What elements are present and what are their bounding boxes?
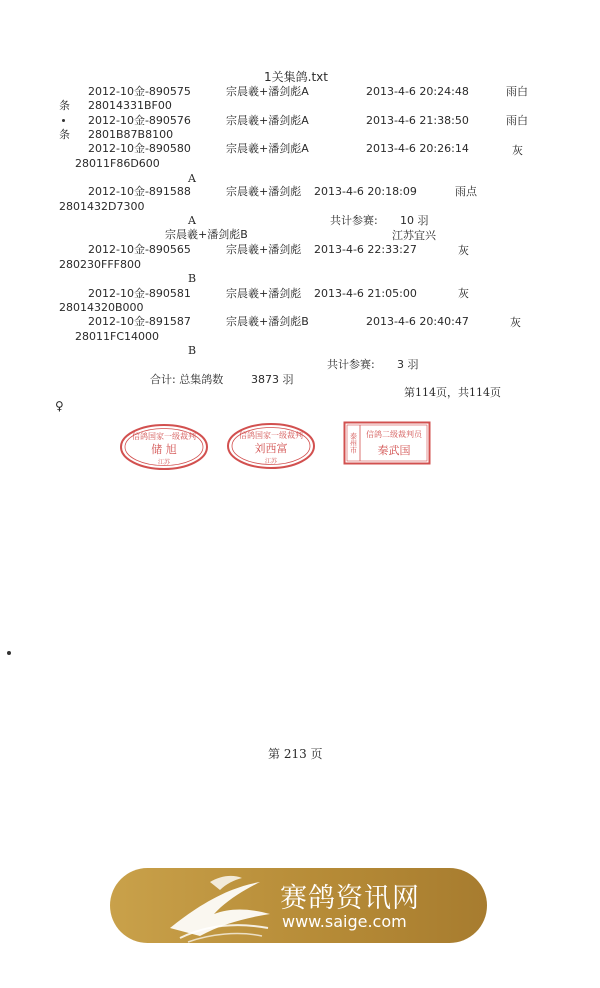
row-owner: 宗晨羲+潘剑彪B (226, 315, 309, 328)
row-color: 灰 (510, 316, 521, 329)
judge-seal-2 (225, 421, 317, 471)
row-ring: 2012-10金-890576 (88, 114, 191, 127)
page-info: 第114页，共114页 (404, 386, 501, 399)
judge-seal-1 (118, 422, 210, 472)
row-owner: 宗晨羲+潘剑彪A (226, 114, 309, 127)
file-title: 1关集鸽.txt (264, 70, 328, 84)
row-time: 2013-4-6 20:18:09 (314, 185, 417, 198)
group-b-total-count: 3 羽 (397, 358, 419, 371)
row-chip: 2801B87B8100 (88, 128, 174, 141)
row-time: 2013-4-6 20:24:48 (366, 85, 469, 98)
group-b-region: 江苏宜兴 (392, 229, 436, 242)
group-b-letter: B (188, 344, 197, 357)
mark-dot (62, 119, 65, 122)
row-time: 2013-4-6 22:33:27 (314, 243, 417, 256)
judge-seal-3 (343, 421, 431, 465)
seal-2-top-text: 信鸽国家一级裁判 (239, 431, 303, 440)
row-ring: 2012-10金-890581 (88, 287, 191, 300)
banner-site-url: www.saige.com (282, 912, 407, 931)
group-a-letter: A (188, 214, 196, 227)
banner-site-name: 赛鸽资讯网 (280, 883, 420, 914)
row-prefix: 条 (59, 128, 70, 141)
group-b-total-label: 共计参赛: (327, 358, 375, 371)
grand-total-label: 合计: 总集鸽数 (150, 373, 224, 386)
row-color: 雨点 (455, 185, 477, 198)
row-ring: 2012-10金-891588 (88, 185, 191, 198)
row-chip: 28011FC14000 (75, 330, 159, 343)
row-ring: 2012-10金-891587 (88, 315, 191, 328)
row-owner: 宗晨羲+潘剑彪 (226, 287, 302, 300)
pigeon-logo-icon (150, 868, 300, 943)
row-time: 2013-4-6 20:40:47 (366, 315, 469, 328)
row-owner: 宗晨羲+潘剑彪A (226, 142, 309, 155)
seal-2-region: 江苏 (264, 458, 278, 465)
row-color: 灰 (512, 144, 523, 157)
saige-banner (110, 868, 487, 943)
row-color: 灰 (458, 287, 469, 300)
row-ring: 2012-10金-890565 (88, 243, 191, 256)
row-time: 2013-4-6 20:26:14 (366, 142, 469, 155)
group-a-total-label: 共计参赛: (330, 214, 378, 227)
row-group: B (188, 272, 197, 285)
row-owner: 宗晨羲+潘剑彪A (226, 85, 309, 98)
seal-3-top-text: 信鸽二级裁判员 (366, 430, 422, 439)
row-chip: 28014331BF00 (88, 99, 172, 112)
row-group: A (188, 172, 196, 185)
group-b-owner: 宗晨羲+潘剑彪B (165, 228, 248, 241)
seal-1-top-text: 信鸽国家一级裁判 (132, 432, 196, 441)
row-ring: 2012-10金-890580 (88, 142, 191, 155)
row-chip: 280230FFF800 (59, 258, 141, 271)
row-ring: 2012-10金-890575 (88, 85, 191, 98)
row-owner: 宗晨羲+潘剑彪 (226, 185, 302, 198)
seal-1-name: 储 旭 (151, 443, 177, 456)
row-color: 灰 (458, 244, 469, 257)
row-color: 雨白 (506, 85, 528, 98)
seal-1-region: 江苏 (157, 459, 171, 466)
row-time: 2013-4-6 21:38:50 (366, 114, 469, 127)
seal-2-name: 刘西富 (254, 442, 288, 455)
row-chip: 28011F86D600 (75, 157, 160, 170)
row-owner: 宗晨羲+潘剑彪 (226, 243, 302, 256)
footer-page-number: 第 213 页 (268, 747, 323, 761)
female-symbol: ♀ (55, 399, 64, 413)
row-color: 雨白 (506, 114, 528, 127)
seal-3-name: 秦武国 (377, 444, 411, 457)
row-chip: 28014320B000 (59, 301, 144, 314)
scan-speck (7, 651, 11, 655)
row-prefix: 条 (59, 99, 70, 112)
grand-total-count: 3873 羽 (251, 373, 294, 386)
row-chip: 2801432D7300 (59, 200, 145, 213)
seal-3-side-text: 泰州市 (349, 432, 358, 454)
group-a-total-count: 10 羽 (400, 214, 429, 227)
row-time: 2013-4-6 21:05:00 (314, 287, 417, 300)
